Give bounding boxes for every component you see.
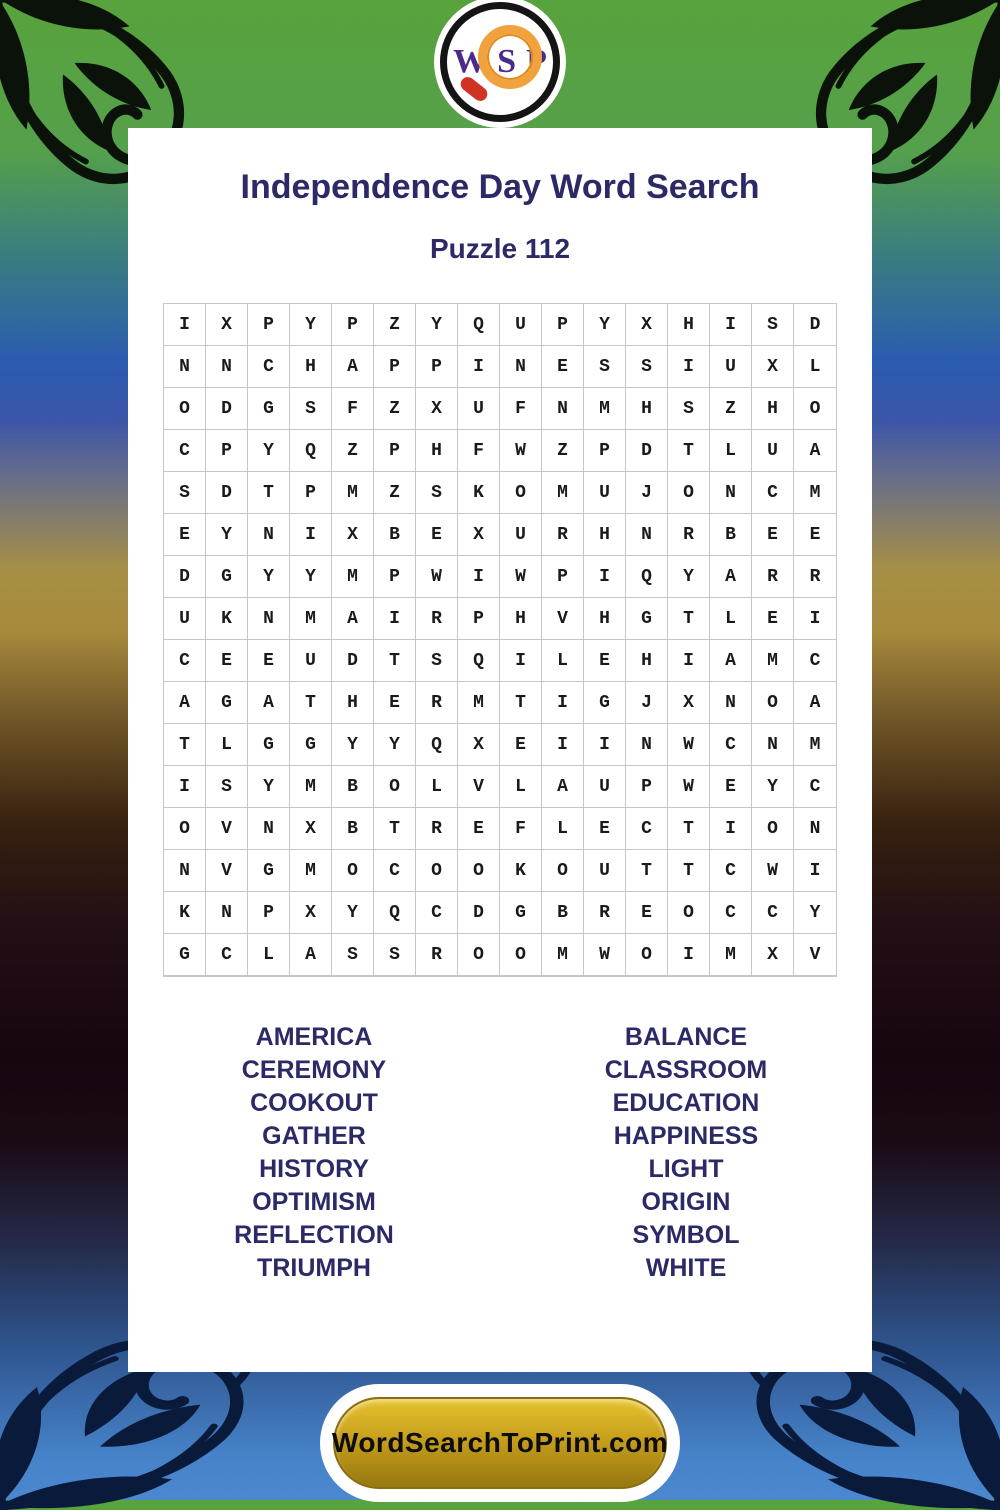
grid-cell: R bbox=[668, 514, 710, 556]
grid-cell: W bbox=[500, 430, 542, 472]
grid-cell: G bbox=[626, 598, 668, 640]
grid-cell: I bbox=[584, 724, 626, 766]
grid-cell: C bbox=[374, 850, 416, 892]
grid-cell: N bbox=[794, 808, 836, 850]
puzzle-card bbox=[128, 128, 872, 1372]
grid-cell: T bbox=[500, 682, 542, 724]
grid-cell: A bbox=[542, 766, 584, 808]
grid-cell: B bbox=[332, 766, 374, 808]
logo-letter-p: P bbox=[526, 43, 547, 80]
grid-cell: D bbox=[626, 430, 668, 472]
grid-cell: E bbox=[752, 514, 794, 556]
grid-cell: Y bbox=[332, 892, 374, 934]
grid-cell: S bbox=[752, 304, 794, 346]
grid-cell: Y bbox=[584, 304, 626, 346]
grid-cell: C bbox=[794, 766, 836, 808]
grid-cell: R bbox=[416, 598, 458, 640]
grid-cell: P bbox=[542, 556, 584, 598]
word-item: AMERICA bbox=[255, 1023, 373, 1051]
word-list bbox=[128, 1021, 872, 1285]
grid-cell: M bbox=[290, 766, 332, 808]
grid-cell: D bbox=[332, 640, 374, 682]
grid-cell: V bbox=[542, 598, 584, 640]
grid-cell: S bbox=[626, 346, 668, 388]
grid-cell: O bbox=[752, 808, 794, 850]
grid-cell: L bbox=[710, 430, 752, 472]
grid-cell: D bbox=[206, 388, 248, 430]
grid-cell: W bbox=[416, 556, 458, 598]
grid-cell: N bbox=[542, 388, 584, 430]
word-item: CEREMONY bbox=[241, 1056, 387, 1084]
logo-letter-w: W bbox=[453, 43, 488, 80]
grid-cell: T bbox=[374, 808, 416, 850]
grid-cell: F bbox=[500, 388, 542, 430]
word-grid bbox=[163, 303, 837, 977]
grid-cell: M bbox=[458, 682, 500, 724]
grid-cell: V bbox=[206, 850, 248, 892]
grid-cell: C bbox=[206, 934, 248, 976]
grid-cell: I bbox=[500, 640, 542, 682]
grid-cell: E bbox=[542, 346, 584, 388]
grid-cell: O bbox=[416, 850, 458, 892]
grid-cell: M bbox=[332, 472, 374, 514]
grid-cell: R bbox=[542, 514, 584, 556]
grid-cell: J bbox=[626, 682, 668, 724]
grid-cell: C bbox=[164, 640, 206, 682]
grid-cell: C bbox=[794, 640, 836, 682]
grid-cell: M bbox=[332, 556, 374, 598]
grid-cell: A bbox=[290, 934, 332, 976]
grid-cell: Z bbox=[374, 472, 416, 514]
grid-cell: Y bbox=[752, 766, 794, 808]
grid-cell: X bbox=[416, 388, 458, 430]
word-item: BALANCE bbox=[624, 1023, 748, 1051]
grid-cell: Q bbox=[458, 640, 500, 682]
grid-cell: U bbox=[458, 388, 500, 430]
grid-cell: O bbox=[668, 472, 710, 514]
grid-cell: Q bbox=[416, 724, 458, 766]
word-item: COOKOUT bbox=[250, 1089, 378, 1117]
grid-cell: M bbox=[290, 598, 332, 640]
grid-cell: S bbox=[416, 640, 458, 682]
grid-cell: A bbox=[710, 640, 752, 682]
grid-cell: L bbox=[794, 346, 836, 388]
grid-cell: X bbox=[206, 304, 248, 346]
grid-cell: X bbox=[290, 892, 332, 934]
grid-cell: Y bbox=[794, 892, 836, 934]
grid-cell: H bbox=[584, 598, 626, 640]
grid-cell: S bbox=[206, 766, 248, 808]
grid-cell: O bbox=[626, 934, 668, 976]
grid-cell: N bbox=[248, 514, 290, 556]
grid-cell: D bbox=[794, 304, 836, 346]
grid-cell: E bbox=[710, 766, 752, 808]
word-item: REFLECTION bbox=[234, 1221, 394, 1249]
grid-cell: N bbox=[752, 724, 794, 766]
grid-cell: O bbox=[668, 892, 710, 934]
grid-cell: A bbox=[794, 682, 836, 724]
grid-cell: N bbox=[248, 598, 290, 640]
grid-cell: R bbox=[794, 556, 836, 598]
grid-cell: P bbox=[248, 892, 290, 934]
grid-cell: U bbox=[584, 766, 626, 808]
grid-cell: I bbox=[710, 808, 752, 850]
grid-cell: K bbox=[500, 850, 542, 892]
grid-cell: Z bbox=[710, 388, 752, 430]
grid-cell: P bbox=[374, 346, 416, 388]
grid-cell: Q bbox=[626, 556, 668, 598]
grid-cell: N bbox=[164, 850, 206, 892]
grid-cell: C bbox=[752, 892, 794, 934]
grid-cell: E bbox=[500, 724, 542, 766]
grid-cell: G bbox=[248, 724, 290, 766]
grid-cell: R bbox=[752, 556, 794, 598]
grid-cell: O bbox=[500, 934, 542, 976]
grid-cell: S bbox=[668, 388, 710, 430]
grid-cell: E bbox=[584, 640, 626, 682]
grid-cell: H bbox=[332, 682, 374, 724]
grid-cell: X bbox=[752, 934, 794, 976]
grid-cell: N bbox=[206, 892, 248, 934]
grid-cell: P bbox=[206, 430, 248, 472]
grid-cell: X bbox=[458, 514, 500, 556]
grid-cell: X bbox=[290, 808, 332, 850]
grid-cell: N bbox=[626, 514, 668, 556]
grid-cell: B bbox=[542, 892, 584, 934]
grid-cell: I bbox=[668, 640, 710, 682]
word-column-left bbox=[128, 1021, 500, 1285]
grid-cell: Y bbox=[248, 430, 290, 472]
grid-cell: S bbox=[164, 472, 206, 514]
grid-cell: P bbox=[626, 766, 668, 808]
word-item: TRIUMPH bbox=[257, 1254, 371, 1282]
grid-cell: Q bbox=[290, 430, 332, 472]
grid-cell: Z bbox=[374, 388, 416, 430]
grid-cell: T bbox=[668, 598, 710, 640]
grid-cell: L bbox=[416, 766, 458, 808]
grid-cell: G bbox=[206, 556, 248, 598]
grid-cell: W bbox=[668, 724, 710, 766]
puzzle-title: Independence Day Word Search bbox=[240, 168, 760, 206]
grid-cell: B bbox=[374, 514, 416, 556]
grid-cell: E bbox=[164, 514, 206, 556]
grid-cell: L bbox=[206, 724, 248, 766]
word-item: CLASSROOM bbox=[604, 1056, 768, 1084]
grid-cell: T bbox=[290, 682, 332, 724]
grid-cell: U bbox=[584, 472, 626, 514]
word-item: LIGHT bbox=[648, 1155, 724, 1183]
grid-cell: A bbox=[164, 682, 206, 724]
grid-cell: N bbox=[710, 472, 752, 514]
grid-cell: R bbox=[416, 682, 458, 724]
word-item: OPTIMISM bbox=[252, 1188, 376, 1216]
grid-cell: C bbox=[710, 724, 752, 766]
grid-cell: U bbox=[290, 640, 332, 682]
grid-cell: O bbox=[794, 388, 836, 430]
word-item: SYMBOL bbox=[632, 1221, 740, 1249]
grid-cell: V bbox=[794, 934, 836, 976]
grid-cell: K bbox=[206, 598, 248, 640]
grid-cell: Z bbox=[542, 430, 584, 472]
grid-cell: D bbox=[458, 892, 500, 934]
logo-letters bbox=[453, 45, 547, 79]
grid-cell: W bbox=[752, 850, 794, 892]
grid-cell: V bbox=[206, 808, 248, 850]
grid-cell: U bbox=[710, 346, 752, 388]
grid-cell: C bbox=[710, 850, 752, 892]
grid-cell: Q bbox=[458, 304, 500, 346]
grid-cell: T bbox=[248, 472, 290, 514]
grid-cell: E bbox=[206, 640, 248, 682]
grid-cell: P bbox=[584, 430, 626, 472]
grid-cell: L bbox=[248, 934, 290, 976]
grid-cell: E bbox=[626, 892, 668, 934]
grid-cell: Y bbox=[416, 304, 458, 346]
grid-cell: L bbox=[710, 598, 752, 640]
grid-cell: P bbox=[290, 472, 332, 514]
grid-cell: I bbox=[584, 556, 626, 598]
word-item: WHITE bbox=[645, 1254, 727, 1282]
grid-cell: H bbox=[500, 598, 542, 640]
grid-cell: N bbox=[164, 346, 206, 388]
grid-cell: B bbox=[332, 808, 374, 850]
grid-cell: D bbox=[206, 472, 248, 514]
grid-cell: G bbox=[290, 724, 332, 766]
grid-cell: K bbox=[458, 472, 500, 514]
grid-cell: A bbox=[332, 598, 374, 640]
grid-cell: M bbox=[542, 934, 584, 976]
grid-cell: T bbox=[668, 850, 710, 892]
grid-cell: S bbox=[290, 388, 332, 430]
grid-cell: G bbox=[248, 850, 290, 892]
grid-cell: E bbox=[794, 514, 836, 556]
grid-cell: H bbox=[752, 388, 794, 430]
grid-cell: S bbox=[416, 472, 458, 514]
grid-cell: I bbox=[458, 346, 500, 388]
grid-cell: P bbox=[374, 556, 416, 598]
grid-cell: C bbox=[626, 808, 668, 850]
grid-cell: G bbox=[584, 682, 626, 724]
grid-cell: M bbox=[710, 934, 752, 976]
grid-cell: H bbox=[626, 388, 668, 430]
grid-cell: R bbox=[416, 934, 458, 976]
grid-cell: O bbox=[752, 682, 794, 724]
grid-cell: N bbox=[206, 346, 248, 388]
grid-cell: M bbox=[752, 640, 794, 682]
grid-cell: Z bbox=[374, 304, 416, 346]
grid-cell: E bbox=[374, 682, 416, 724]
grid-cell: T bbox=[668, 430, 710, 472]
grid-cell: E bbox=[752, 598, 794, 640]
grid-cell: M bbox=[794, 472, 836, 514]
grid-cell: P bbox=[542, 304, 584, 346]
grid-cell: C bbox=[248, 346, 290, 388]
grid-cell: E bbox=[416, 514, 458, 556]
grid-cell: H bbox=[626, 640, 668, 682]
grid-cell: S bbox=[332, 934, 374, 976]
grid-cell: S bbox=[584, 346, 626, 388]
grid-cell: D bbox=[164, 556, 206, 598]
grid-cell: G bbox=[206, 682, 248, 724]
grid-cell: L bbox=[500, 766, 542, 808]
word-item: ORIGIN bbox=[641, 1188, 731, 1216]
grid-cell: P bbox=[332, 304, 374, 346]
grid-cell: U bbox=[500, 514, 542, 556]
grid-cell: U bbox=[500, 304, 542, 346]
grid-cell: M bbox=[290, 850, 332, 892]
grid-cell: Y bbox=[248, 556, 290, 598]
grid-cell: T bbox=[668, 808, 710, 850]
grid-cell: I bbox=[668, 934, 710, 976]
grid-cell: I bbox=[710, 304, 752, 346]
grid-cell: I bbox=[794, 850, 836, 892]
grid-cell: M bbox=[794, 724, 836, 766]
grid-cell: I bbox=[794, 598, 836, 640]
grid-cell: I bbox=[374, 598, 416, 640]
grid-cell: H bbox=[290, 346, 332, 388]
grid-cell: W bbox=[668, 766, 710, 808]
site-banner[interactable] bbox=[320, 1384, 680, 1502]
grid-cell: A bbox=[794, 430, 836, 472]
grid-cell: I bbox=[164, 304, 206, 346]
grid-cell: E bbox=[248, 640, 290, 682]
grid-cell: A bbox=[710, 556, 752, 598]
grid-cell: C bbox=[710, 892, 752, 934]
grid-cell: I bbox=[542, 682, 584, 724]
grid-cell: T bbox=[626, 850, 668, 892]
grid-cell: X bbox=[668, 682, 710, 724]
grid-cell: S bbox=[374, 934, 416, 976]
grid-cell: O bbox=[164, 808, 206, 850]
grid-cell: O bbox=[458, 934, 500, 976]
grid-cell: F bbox=[500, 808, 542, 850]
grid-cell: T bbox=[374, 640, 416, 682]
grid-cell: Y bbox=[668, 556, 710, 598]
grid-cell: L bbox=[542, 808, 584, 850]
grid-cell: H bbox=[668, 304, 710, 346]
grid-cell: F bbox=[458, 430, 500, 472]
grid-cell: X bbox=[458, 724, 500, 766]
site-banner-label: WordSearchToPrint.com bbox=[331, 1427, 669, 1458]
grid-cell: U bbox=[164, 598, 206, 640]
grid-cell: E bbox=[584, 808, 626, 850]
grid-cell: X bbox=[626, 304, 668, 346]
grid-cell: N bbox=[626, 724, 668, 766]
grid-cell: G bbox=[500, 892, 542, 934]
word-item: HISTORY bbox=[259, 1155, 369, 1183]
grid-cell: H bbox=[416, 430, 458, 472]
grid-cell: B bbox=[710, 514, 752, 556]
grid-cell: L bbox=[542, 640, 584, 682]
grid-cell: X bbox=[752, 346, 794, 388]
grid-cell: I bbox=[542, 724, 584, 766]
grid-cell: P bbox=[248, 304, 290, 346]
grid-cell: Y bbox=[290, 556, 332, 598]
grid-cell: J bbox=[626, 472, 668, 514]
site-banner-pill[interactable] bbox=[333, 1397, 667, 1489]
grid-cell: O bbox=[500, 472, 542, 514]
grid-cell: O bbox=[374, 766, 416, 808]
grid-cell: O bbox=[164, 388, 206, 430]
grid-cell: Y bbox=[290, 304, 332, 346]
puzzle-number: Puzzle 112 bbox=[429, 233, 571, 264]
grid-cell: P bbox=[458, 598, 500, 640]
grid-cell: T bbox=[164, 724, 206, 766]
grid-cell: V bbox=[458, 766, 500, 808]
grid-cell: Y bbox=[374, 724, 416, 766]
grid-cell: F bbox=[332, 388, 374, 430]
grid-cell: P bbox=[374, 430, 416, 472]
grid-cell: N bbox=[500, 346, 542, 388]
grid-cell: Y bbox=[206, 514, 248, 556]
grid-cell: U bbox=[584, 850, 626, 892]
logo-letter-s: S bbox=[497, 43, 517, 80]
grid-cell: C bbox=[416, 892, 458, 934]
grid-cell: M bbox=[584, 388, 626, 430]
grid-cell: M bbox=[542, 472, 584, 514]
word-item: HAPPINESS bbox=[613, 1122, 759, 1150]
grid-cell: N bbox=[248, 808, 290, 850]
grid-cell: O bbox=[542, 850, 584, 892]
grid-cell: U bbox=[752, 430, 794, 472]
grid-cell: Q bbox=[374, 892, 416, 934]
grid-cell: Z bbox=[332, 430, 374, 472]
grid-cell: R bbox=[416, 808, 458, 850]
grid-cell: A bbox=[332, 346, 374, 388]
grid-cell: I bbox=[668, 346, 710, 388]
grid-cell: Y bbox=[332, 724, 374, 766]
wsp-logo bbox=[440, 2, 560, 122]
grid-cell: C bbox=[752, 472, 794, 514]
grid-cell: I bbox=[458, 556, 500, 598]
grid-cell: W bbox=[584, 934, 626, 976]
grid-cell: X bbox=[332, 514, 374, 556]
grid-cell: R bbox=[584, 892, 626, 934]
grid-cell: K bbox=[164, 892, 206, 934]
grid-cell: N bbox=[710, 682, 752, 724]
grid-cell: I bbox=[164, 766, 206, 808]
word-item: EDUCATION bbox=[612, 1089, 760, 1117]
grid-cell: I bbox=[290, 514, 332, 556]
grid-cell: A bbox=[248, 682, 290, 724]
grid-cell: W bbox=[500, 556, 542, 598]
grid-cell: C bbox=[164, 430, 206, 472]
grid-cell: G bbox=[248, 388, 290, 430]
grid-cell: G bbox=[164, 934, 206, 976]
word-item: GATHER bbox=[262, 1122, 366, 1150]
word-column-right bbox=[500, 1021, 872, 1285]
grid-cell: O bbox=[332, 850, 374, 892]
grid-cell: O bbox=[458, 850, 500, 892]
grid-cell: E bbox=[458, 808, 500, 850]
grid-cell: Y bbox=[248, 766, 290, 808]
grid-cell: H bbox=[584, 514, 626, 556]
grid-cell: P bbox=[416, 346, 458, 388]
